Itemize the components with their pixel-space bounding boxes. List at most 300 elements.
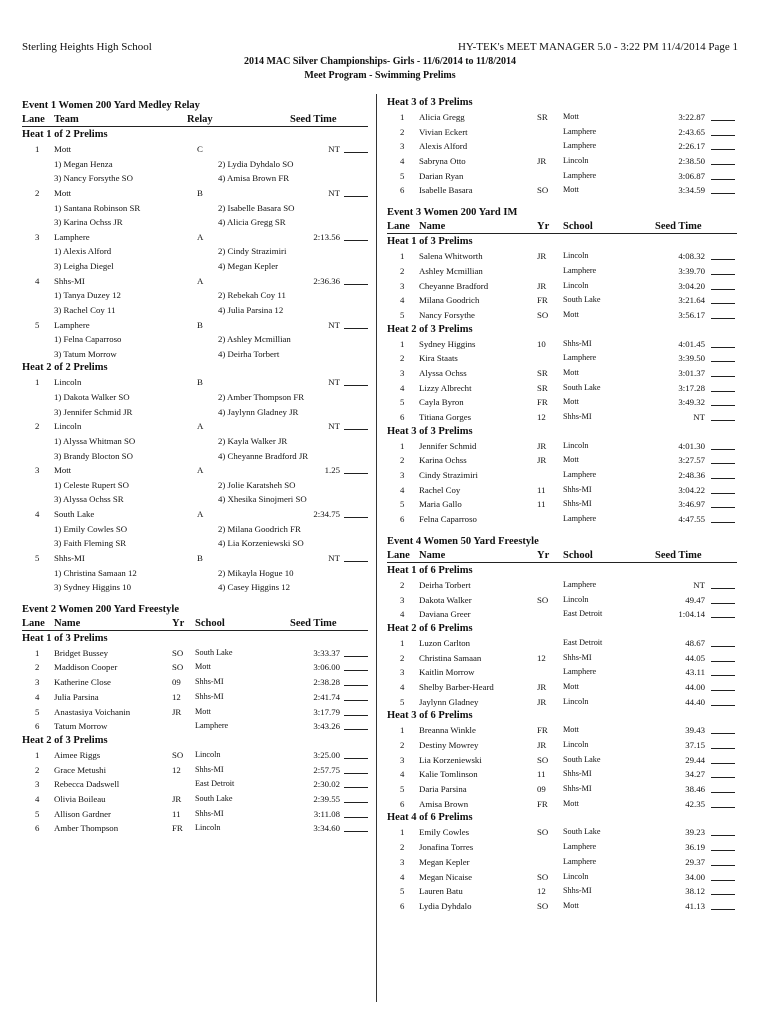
lane-number: 4 <box>35 793 40 804</box>
school-name: South Lake <box>563 754 601 764</box>
column-header <box>387 220 737 234</box>
swimmer-name: Nancy Forsythe <box>419 309 475 320</box>
heat-label: Heat 1 of 6 Prelims <box>387 564 473 576</box>
swimmer-name: Megan Nicaise <box>419 871 473 882</box>
lane-number: 5 <box>35 706 40 717</box>
relay-row <box>22 318 368 333</box>
entry-row <box>22 690 368 705</box>
event-title: Event 4 Women 50 Yard Freestyle <box>387 535 539 547</box>
spacer <box>22 595 368 602</box>
entry-row <box>387 395 737 410</box>
seed-time: 2:48.36 <box>678 470 705 481</box>
lane-number: 3 <box>400 280 405 291</box>
swimmer-name: 4) Amisa Brown FR <box>218 173 290 184</box>
swimmer-year: 12 <box>172 691 181 702</box>
swimmer-year: FR <box>537 725 548 736</box>
swimmer-name: Shelby Barber-Heard <box>419 681 494 692</box>
entry-blank-line <box>344 729 368 730</box>
seed-time: 49.47 <box>685 594 705 605</box>
lane-number: 1 <box>35 749 40 760</box>
relay-row <box>22 274 368 289</box>
seed-time: 4:47.55 <box>678 514 705 525</box>
swimmer-name: Lizzy Albrecht <box>419 382 472 393</box>
entry-row <box>387 337 737 352</box>
entry-blank-line <box>711 449 735 450</box>
event-title: Event 1 Women 200 Yard Medley Relay <box>22 100 200 111</box>
seed-time: 2:41.74 <box>313 691 340 702</box>
team-name: Mott <box>54 187 72 198</box>
school-header: School <box>563 549 593 561</box>
entry-row <box>387 899 737 914</box>
swimmer-year: 11 <box>537 769 546 780</box>
entry-blank-line <box>711 675 735 676</box>
relay-letter: B <box>197 187 203 198</box>
entry-blank-line <box>711 865 735 866</box>
lane-number: 1 <box>400 637 405 648</box>
lane-number: 1 <box>400 338 405 349</box>
lane-number: 6 <box>400 514 405 525</box>
seed-time: 37.15 <box>685 740 705 750</box>
relay-swimmers <box>22 536 368 551</box>
entry-row <box>387 782 737 797</box>
entry-blank-line <box>344 152 368 153</box>
lane-number: 3 <box>400 856 405 867</box>
lane-number: 5 <box>400 309 405 320</box>
swimmer-name: Lydia Dyhdalo <box>419 900 472 911</box>
entry-row <box>387 439 737 454</box>
entry-row <box>387 651 737 666</box>
swimmer-name: Rachel Coy <box>419 484 461 495</box>
swimmer-name: Grace Metushi <box>54 764 107 775</box>
year-header: Yr <box>537 549 550 561</box>
entry-blank-line <box>711 193 735 194</box>
lane-number: 5 <box>400 696 405 707</box>
swimmer-name: 1) Emily Cowles SO <box>54 523 128 534</box>
seed-time: NT <box>328 421 340 432</box>
swimmer-year: JR <box>537 156 547 167</box>
relay-swimmers <box>22 215 368 230</box>
entry-blank-line <box>711 807 735 808</box>
swimmer-name: 1) Christina Samaan 12 <box>54 567 137 578</box>
relay-row <box>22 375 368 390</box>
seed-header: Seed Time <box>655 549 702 561</box>
entry-row <box>387 351 737 366</box>
school-name: Lamphere <box>563 265 597 275</box>
swimmer-year: 11 <box>172 808 181 819</box>
lane-number: 2 <box>400 579 405 590</box>
entry-blank-line <box>711 376 735 377</box>
swimmer-year: JR <box>537 280 547 291</box>
seed-time: 3:39.70 <box>678 265 705 276</box>
swimmer-name: 2) Amber Thompson FR <box>218 392 305 403</box>
swimmer-year: SO <box>172 662 184 673</box>
entry-row <box>387 825 737 840</box>
event-title: Event 2 Women 200 Yard Freestyle <box>22 603 179 615</box>
swimmer-name: 2) Milana Goodrich FR <box>218 523 301 534</box>
lane-number: 5 <box>400 170 405 181</box>
swimmer-year: SO <box>537 185 549 196</box>
lane-number: 6 <box>400 185 405 196</box>
swimmer-name: Daviana Greer <box>419 609 471 620</box>
school-name: Lamphere <box>563 667 597 677</box>
swimmer-name: 4) Xhesika Sinojmeri SO <box>218 494 307 505</box>
entry-row <box>387 680 737 695</box>
lane-number: 5 <box>35 552 40 563</box>
swimmer-name: Kira Staats <box>419 353 458 364</box>
swimmer-name: Isabelle Basara <box>419 185 473 196</box>
swimmer-name: Luzon Carlton <box>419 637 471 648</box>
seed-time: 3:21.64 <box>678 295 705 306</box>
school-name: Shhs-MI <box>195 808 224 818</box>
swimmer-name: Megan Kepler <box>419 856 470 867</box>
lane-number: 1 <box>35 144 40 154</box>
swimmer-year: JR <box>537 251 547 262</box>
school-name: Lamphere <box>563 470 597 480</box>
swimmer-name: 4) Julia Parsina 12 <box>218 304 284 315</box>
entry-row <box>387 125 737 140</box>
entry-blank-line <box>711 748 735 749</box>
entry-blank-line <box>711 493 735 494</box>
entry-blank-line <box>711 303 735 304</box>
lane-header: Lane <box>22 114 45 125</box>
seed-time: NT <box>693 412 705 422</box>
swimmer-name: Sydney Higgins <box>419 338 476 349</box>
lane-number: 3 <box>35 231 40 242</box>
school-name: East Detroit <box>563 637 603 647</box>
school-name: Mott <box>563 900 579 910</box>
entry-row <box>22 675 368 690</box>
swimmer-name: 4) Casey Higgins 12 <box>218 582 291 593</box>
swimmer-name: 2) Ashley Mcmillian <box>218 334 291 345</box>
entry-blank-line <box>711 289 735 290</box>
swimmer-name: 1) Alexis Alford <box>54 246 112 257</box>
lane-number: 2 <box>35 662 40 673</box>
name-header: Name <box>419 549 446 561</box>
relay-letter: A <box>197 421 204 432</box>
lane-number: 1 <box>35 647 40 658</box>
swimmer-name: Amisa Brown <box>419 798 469 809</box>
swimmer-name: 2) Isabelle Basara SO <box>218 202 295 213</box>
swimmer-name: Destiny Mowrey <box>419 740 479 750</box>
lane-header: Lane <box>387 549 410 561</box>
swimmer-name: Anastasiya Voichanin <box>54 706 131 717</box>
entry-blank-line <box>711 617 735 618</box>
seed-time: 2:36.36 <box>313 275 340 286</box>
entry-blank-line <box>344 196 368 197</box>
column-header <box>22 617 368 631</box>
school-name: Lincoln <box>563 696 589 706</box>
entry-blank-line <box>711 763 735 764</box>
relay-letter: B <box>197 377 203 388</box>
swimmer-name: Ashley Mcmillian <box>419 265 483 276</box>
seed-time: 3:34.59 <box>678 185 705 196</box>
entry-blank-line <box>711 135 735 136</box>
swimmer-year: 11 <box>537 484 546 495</box>
swimmer-name: 1) Tanya Duzey 12 <box>54 290 121 301</box>
seed-time: 39.23 <box>685 827 705 838</box>
lane-number: 1 <box>400 251 405 262</box>
school-header: School <box>563 221 593 233</box>
entry-row <box>387 840 737 855</box>
entry-row <box>387 884 737 899</box>
swimmer-name: 3) Jennifer Schmid JR <box>54 406 133 417</box>
swimmer-year: SO <box>537 871 549 882</box>
swimmer-name: 1) Dakota Walker SO <box>54 392 130 403</box>
event-title: Event 3 Women 200 Yard IM <box>387 207 518 219</box>
school-name: Shhs-MI <box>563 784 592 794</box>
school-name: South Lake <box>563 295 601 305</box>
heat-label: Heat 1 of 2 Prelims <box>22 129 108 140</box>
entry-row <box>387 169 737 184</box>
school-name: Shhs-MI <box>563 652 592 662</box>
entry-blank-line <box>344 670 368 671</box>
lane-number: 2 <box>35 187 40 198</box>
swimmer-year: SO <box>537 594 549 605</box>
seed-time: 2:38.28 <box>313 677 340 688</box>
entry-blank-line <box>344 656 368 657</box>
school-name: Lamphere <box>563 353 597 363</box>
swimmer-name: Salena Whitworth <box>419 251 483 262</box>
lane-number: 5 <box>400 397 405 408</box>
lane-number: 2 <box>400 353 405 364</box>
swimmer-name: Milana Goodrich <box>419 295 480 306</box>
lane-number: 4 <box>400 769 405 780</box>
team-name: Mott <box>54 465 72 476</box>
entry-blank-line <box>711 603 735 604</box>
swimmer-name: Breanna Winkle <box>419 725 476 736</box>
school-name: Shhs-MI <box>195 677 224 687</box>
swimmer-name: 2) Rebekah Coy 11 <box>218 290 286 301</box>
swimmer-name: 1) Megan Henza <box>54 158 113 169</box>
swimmer-name: 4) Cheyanne Bradford JR <box>218 450 309 461</box>
entry-blank-line <box>344 385 368 386</box>
seed-time: 3:17.79 <box>313 706 340 717</box>
school-name: Lincoln <box>563 740 589 749</box>
entry-row <box>22 807 368 822</box>
entry-row <box>387 738 737 753</box>
entry-row <box>387 753 737 768</box>
lane-number: 6 <box>400 900 405 911</box>
lane-number: 3 <box>400 594 405 605</box>
seed-time: 44.00 <box>685 681 705 692</box>
seed-header: Seed Time <box>290 617 337 629</box>
lane-number: 6 <box>35 721 40 732</box>
swimmer-year: SO <box>537 754 549 765</box>
swimmer-name: Julia Parsina <box>54 691 99 702</box>
lane-number: 2 <box>400 740 405 750</box>
swimmer-year: 12 <box>172 764 181 775</box>
seed-time: NT <box>328 552 340 563</box>
entry-blank-line <box>711 661 735 662</box>
seed-time: 43.11 <box>685 667 705 678</box>
swimmer-name: 3) Sydney Higgins 10 <box>54 582 131 593</box>
heat-label: Heat 3 of 3 Prelims <box>387 425 473 437</box>
swimmer-year: FR <box>537 798 548 809</box>
swimmer-year: SO <box>537 900 549 911</box>
swimmer-year: SR <box>537 382 548 393</box>
school-name: Shhs-MI <box>563 338 592 348</box>
heat-label: Heat 1 of 3 Prelims <box>22 632 108 644</box>
swimmer-year: JR <box>537 455 547 466</box>
entry-blank-line <box>344 328 368 329</box>
swimmer-year: 12 <box>537 886 546 897</box>
swimmer-name: 3) Rachel Coy 11 <box>54 304 116 315</box>
lane-number: 5 <box>400 499 405 510</box>
entry-blank-line <box>711 894 735 895</box>
lane-number: 3 <box>400 470 405 481</box>
school-name: Lincoln <box>563 280 589 290</box>
entry-blank-line <box>711 318 735 319</box>
swimmer-name: Alicia Gregg <box>419 112 465 122</box>
seed-time: 3:04.20 <box>678 280 705 291</box>
school-name: Lincoln <box>563 440 589 450</box>
relay-row <box>22 186 368 201</box>
school-name: Lamphere <box>563 126 597 136</box>
entry-row <box>387 249 737 264</box>
relay-row <box>22 463 368 478</box>
swimmer-name: 4) Deirha Torbert <box>218 348 280 359</box>
swimmer-name: Felna Caparroso <box>419 514 477 525</box>
entry-row <box>387 308 737 323</box>
lane-number: 4 <box>400 609 405 620</box>
entry-row <box>22 660 368 675</box>
lane-number: 4 <box>400 484 405 495</box>
entry-row <box>387 264 737 279</box>
relay-swimmers <box>22 332 368 347</box>
entry-row <box>387 139 737 154</box>
lane-number: 3 <box>35 677 40 688</box>
seed-time: 3:34.60 <box>313 823 340 834</box>
swimmer-name: Vivian Eckert <box>419 126 468 137</box>
seed-time: NT <box>693 579 705 590</box>
relay-row <box>22 551 368 566</box>
entry-blank-line <box>711 690 735 691</box>
school-name: South Lake <box>563 382 601 392</box>
entry-row <box>387 855 737 870</box>
heat-label: Heat 2 of 3 Prelims <box>387 323 473 335</box>
school-name: Lamphere <box>563 842 597 852</box>
team-name: Lincoln <box>54 377 82 388</box>
swimmer-year: SO <box>537 827 549 838</box>
relay-swimmers <box>22 580 368 595</box>
seed-header: Seed Time <box>655 221 702 233</box>
entry-blank-line <box>711 646 735 647</box>
lane-number: 2 <box>400 842 405 853</box>
swimmer-name: Cayla Byron <box>419 397 464 408</box>
school-header: School <box>195 617 225 629</box>
swimmer-name: Amber Thompson <box>54 823 119 834</box>
seed-time: 29.44 <box>685 754 705 765</box>
seed-time: 3:27.57 <box>678 455 705 466</box>
swimmer-name: 3) Leigha Diegel <box>54 261 114 272</box>
school-name: East Detroit <box>195 779 235 789</box>
year-header: Yr <box>537 221 550 233</box>
swimmer-name: 3) Tatum Morrow <box>54 348 117 359</box>
school-name: Lamphere <box>563 579 597 589</box>
school-name: Lincoln <box>563 156 589 166</box>
lane-number: 3 <box>400 754 405 765</box>
school-name: Lincoln <box>195 823 221 833</box>
swimmer-name: Jaylynn Gladney <box>419 696 479 707</box>
entry-row <box>387 468 737 483</box>
seed-header: Seed Time <box>290 114 337 125</box>
entry-row <box>22 719 368 734</box>
school-name: Sterling Heights High School <box>22 41 152 53</box>
lane-number: 4 <box>400 681 405 692</box>
swimmer-name: 4) Megan Kepler <box>218 261 279 272</box>
school-name: Mott <box>563 185 579 195</box>
relay-swimmers <box>22 347 368 362</box>
seed-time: 44.40 <box>685 696 705 707</box>
swimmer-name: Tatum Morrow <box>54 721 108 732</box>
relay-letter: A <box>197 509 204 519</box>
school-name: Shhs-MI <box>195 764 224 774</box>
relay-swimmers <box>22 478 368 493</box>
school-name: Shhs-MI <box>563 886 592 896</box>
entry-row <box>387 767 737 782</box>
entry-row <box>387 154 737 169</box>
seed-time: 3:33.37 <box>313 647 340 658</box>
lane-number: 4 <box>400 382 405 393</box>
swimmer-name: 2) Cindy Strazimiri <box>218 246 287 257</box>
swimmer-name: 2) Kayla Walker JR <box>218 435 288 446</box>
relay-letter: A <box>197 231 204 242</box>
school-name: Shhs-MI <box>563 499 592 509</box>
relay-row <box>22 419 368 434</box>
swimmer-name: Lauren Batu <box>419 886 463 897</box>
school-name: Lamphere <box>563 141 597 151</box>
entry-blank-line <box>344 802 368 803</box>
lane-header: Lane <box>387 221 410 233</box>
lane-number: 6 <box>400 798 405 809</box>
school-name: Lincoln <box>563 251 589 261</box>
swimmer-name: 4) Alicia Gregg SR <box>218 217 286 228</box>
school-name: Mott <box>563 367 579 377</box>
swimmer-name: 3) Nancy Forsythe SO <box>54 173 133 184</box>
school-name: Lamphere <box>563 170 597 180</box>
relay-swimmers <box>22 157 368 172</box>
entry-row <box>22 777 368 792</box>
seed-time: 36.19 <box>685 842 705 853</box>
year-header: Yr <box>172 617 185 629</box>
software-info: HY-TEK's MEET MANAGER 5.0 - 3:22 PM 11/4/2014 Page 1 <box>457 41 738 53</box>
swimmer-name: Daria Parsina <box>419 784 467 795</box>
lane-number: 3 <box>35 779 40 790</box>
relay-letter: B <box>197 552 203 563</box>
swimmer-year: JR <box>172 793 182 804</box>
seed-time: 42.35 <box>685 798 705 809</box>
entry-blank-line <box>711 259 735 260</box>
entry-row <box>22 748 368 763</box>
swimmer-name: Emily Cowles <box>419 827 470 838</box>
school-name: South Lake <box>195 647 233 657</box>
swimmer-name: 4) Lia Korzeniewski SO <box>218 538 304 549</box>
entry-row <box>387 578 737 593</box>
lane-header: Lane <box>22 617 45 629</box>
entry-blank-line <box>711 361 735 362</box>
seed-time: 2:34.75 <box>313 509 340 519</box>
lane-number: 1 <box>400 112 405 122</box>
swimmer-name: Bridget Bussey <box>54 647 109 658</box>
entry-blank-line <box>344 773 368 774</box>
school-name: Lincoln <box>563 871 589 881</box>
swimmer-name: Jonafina Torres <box>419 842 474 853</box>
relay-letter: A <box>197 275 204 286</box>
entry-blank-line <box>711 733 735 734</box>
relay-row <box>22 230 368 245</box>
entry-blank-line <box>344 685 368 686</box>
swimmer-name: Titiana Gorges <box>419 412 472 422</box>
